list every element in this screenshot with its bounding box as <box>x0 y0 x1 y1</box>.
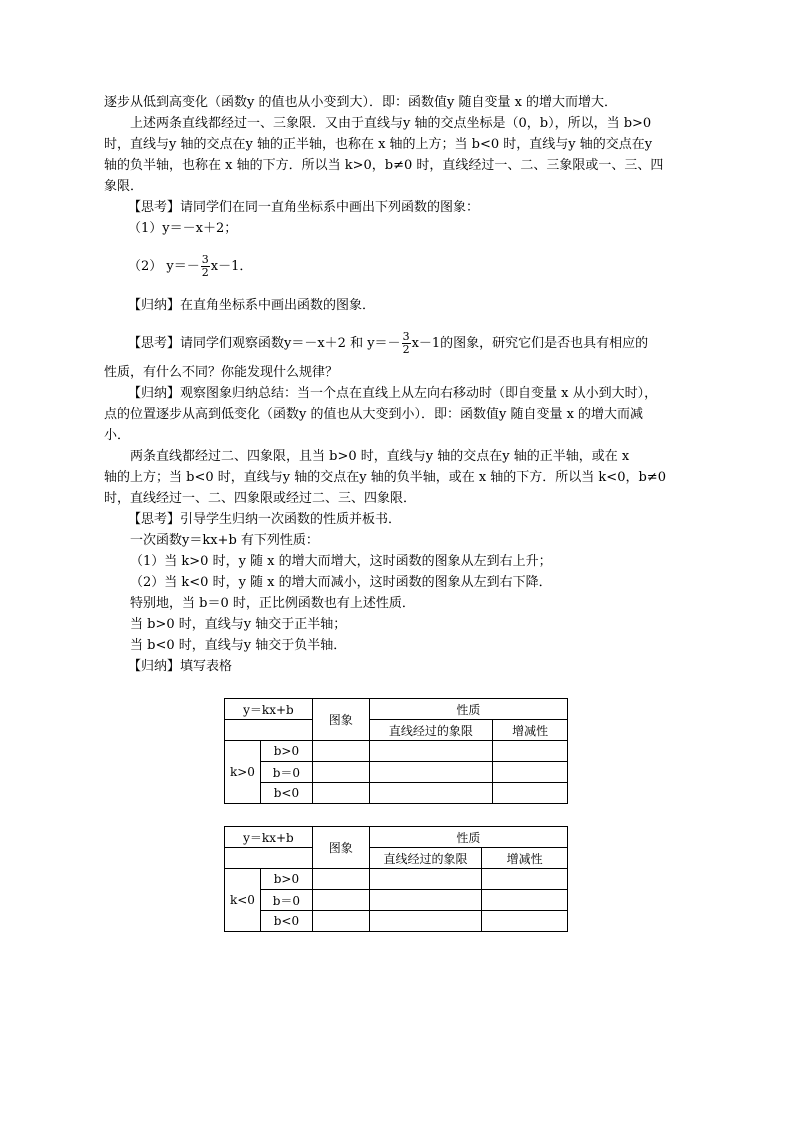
think-2 <box>104 326 694 362</box>
table-header-blank <box>225 720 313 741</box>
property-intro: 一次函数y＝kx+b 有下列性质： <box>130 533 319 548</box>
paragraph-2-line-4: 象限． <box>104 179 144 194</box>
fraction-denominator: 2 <box>201 266 209 279</box>
paragraph-3-line-3: 时，直线经过一、二、四象限或经过二、三、四象限． <box>104 491 417 506</box>
table-row-b-label: b＝0 <box>260 762 312 783</box>
table-cell[interactable] <box>369 890 482 911</box>
table-cell[interactable] <box>312 762 369 783</box>
property-2: （2）当 k<0 时，y 随 x 的增大而减小，这时函数的图象从左到右下降． <box>130 575 552 590</box>
think-2-continuation: 性质，有什么不同？你能发现什么规律？ <box>104 365 339 380</box>
table-cell[interactable] <box>312 869 369 890</box>
table-cell[interactable] <box>482 890 568 911</box>
document-body <box>104 92 694 677</box>
think-2-suffix: x－1的图象，研究它们是否也具有相应的 <box>411 336 649 351</box>
induce-1: 【归纳】在直角坐标系中画出函数的图象． <box>128 298 376 313</box>
table-header-quadrants: 直线经过的象限 <box>369 848 482 869</box>
table-row-k-label: k<0 <box>225 869 261 932</box>
b-negative-note: 当 b<0 时，直线与y 轴交于负半轴． <box>130 638 347 653</box>
paragraph-2-line-1: 上述两条直线都经过一、三象限．又由于直线与y 轴的交点坐标是（0，b），所以，当 b>0 <box>130 116 652 131</box>
table-cell[interactable] <box>312 890 369 911</box>
table-row-b-label: b>0 <box>260 869 312 890</box>
table-cell[interactable] <box>493 741 568 762</box>
fraction-numerator: 3 <box>201 253 209 266</box>
equation-1: （1）y＝－x＋2； <box>128 221 238 236</box>
table-cell[interactable] <box>369 911 482 932</box>
table-header-monotonicity: 增减性 <box>482 848 568 869</box>
equation-2-fraction <box>201 254 210 279</box>
equation-2 <box>104 249 694 285</box>
induce-2-line-1: 【归纳】观察图象归纳总结：当一个点在直线上从左向右移动时（即自变量 x 从小到大时）， <box>128 386 658 401</box>
paragraph-3-line-2: 轴的上方；当 b<0 时，直线与y 轴的交点在y 轴的负半轴，或在 x 轴的下方．所以当 k<0，b≠0 <box>104 470 666 485</box>
paragraph-1: 逐步从低到高变化（函数y 的值也从小变到大）．即：函数值y 随自变量 x 的增大而增大． <box>104 95 618 110</box>
table-cell[interactable] <box>369 762 493 783</box>
table-row-b-label: b<0 <box>260 911 312 932</box>
table-row-b-label: b>0 <box>260 741 312 762</box>
think-2-prefix: 【思考】请同学们观察函数y＝－x＋2 和 y＝－ <box>128 336 401 351</box>
special-case: 特别地，当 b＝0 时，正比例函数也有上述性质． <box>130 596 415 611</box>
fill-table-heading: 【归纳】填写表格 <box>128 659 233 674</box>
table-cell[interactable] <box>312 911 369 932</box>
paragraph-2-line-3: 轴的负半轴，也称在 x 轴的下方．所以当 k>0，b≠0 时，直线经过一、二、三象限或一、三、四 <box>104 158 664 173</box>
table-row-b-label: b<0 <box>260 783 312 804</box>
table-cell[interactable] <box>312 741 369 762</box>
induce-2-line-2: 点的位置逐步从高到低变化（函数y 的值也从大变到小）．即：函数值y 随自变量 x 的增大而减 <box>104 407 644 422</box>
paragraph-2-line-2: 时，直线与y 轴的交点在y 轴的正半轴，也称在 x 轴的上方；当 b<0 时，直线与y 轴的交点在y <box>104 137 653 152</box>
property-1: （1）当 k>0 时，y 随 x 的增大而增大，这时函数的图象从左到右上升； <box>130 554 552 569</box>
table-header-function: y＝kx+b <box>225 699 313 720</box>
table-cell[interactable] <box>493 783 568 804</box>
table-header-graph: 图象 <box>312 699 369 741</box>
table-row-k-label: k>0 <box>225 741 261 804</box>
fraction-denominator: 2 <box>402 343 410 356</box>
equation-2-suffix: x－1． <box>210 259 253 274</box>
induce-2-line-3: 小． <box>104 428 131 443</box>
table-cell[interactable] <box>312 783 369 804</box>
table-header-blank <box>225 848 313 869</box>
table-header-graph: 图象 <box>312 827 369 869</box>
table-cell[interactable] <box>369 783 493 804</box>
table-header-monotonicity: 增减性 <box>493 720 568 741</box>
table-header-function: y＝kx+b <box>225 827 313 848</box>
paragraph-3-line-1: 两条直线都经过二、四象限，且当 b>0 时，直线与y 轴的交点在y 轴的正半轴，或在 x <box>130 449 630 464</box>
table-cell[interactable] <box>482 911 568 932</box>
think-2-fraction <box>402 331 411 356</box>
table-cell[interactable] <box>482 869 568 890</box>
fraction-numerator: 3 <box>402 330 410 343</box>
table-header-properties: 性质 <box>369 827 567 848</box>
table-cell[interactable] <box>369 869 482 890</box>
property-table-k-negative <box>224 826 568 932</box>
table-header-properties: 性质 <box>369 699 567 720</box>
equation-2-prefix: （2） y＝－ <box>128 259 200 274</box>
think-3: 【思考】引导学生归纳一次函数的性质并板书． <box>128 512 402 527</box>
property-table-k-positive <box>224 698 568 804</box>
think-1: 【思考】请同学们在同一直角坐标系中画出下列函数的图象： <box>128 200 480 215</box>
b-positive-note: 当 b>0 时，直线与y 轴交于正半轴； <box>130 617 347 632</box>
table-row-b-label: b＝0 <box>260 890 312 911</box>
table-cell[interactable] <box>369 741 493 762</box>
table-header-quadrants: 直线经过的象限 <box>369 720 493 741</box>
table-cell[interactable] <box>493 762 568 783</box>
